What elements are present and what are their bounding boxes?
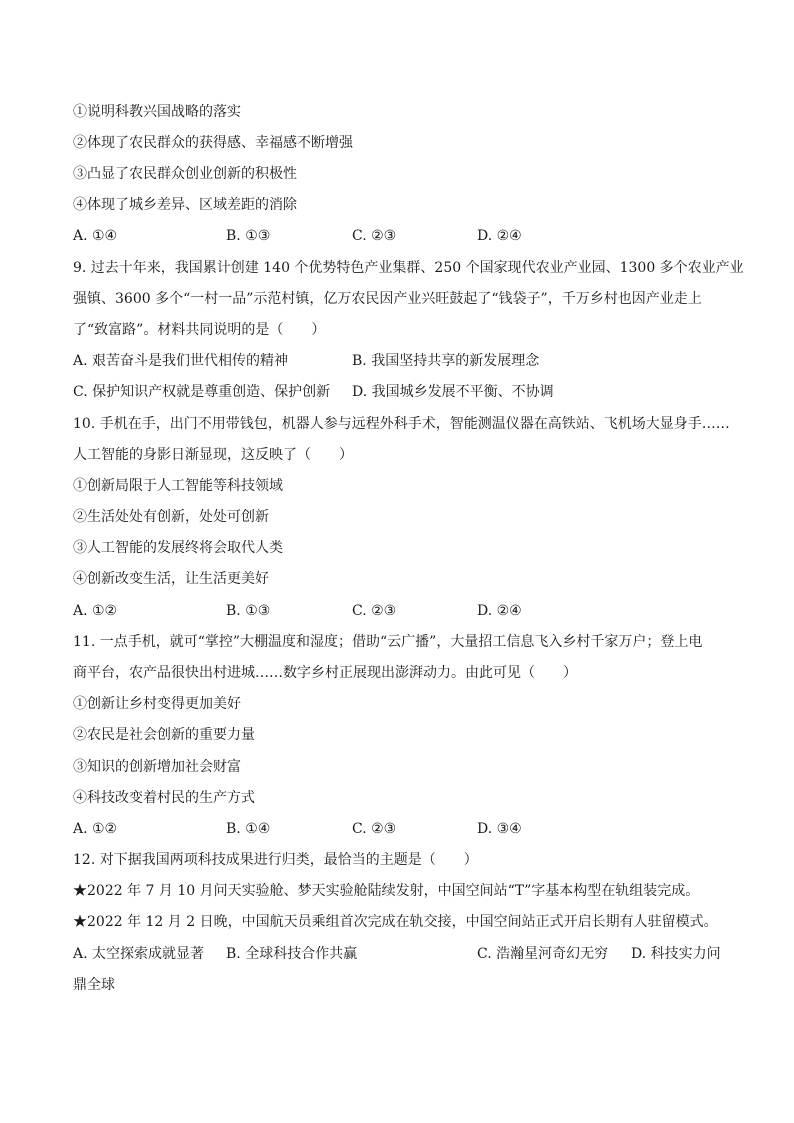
q8-item-4: ④体现了城乡差异、区域差距的消除 (73, 197, 297, 213)
q9-option-d: D. 我国城乡发展不平衡、不协调 (352, 384, 554, 400)
q11-option-d: D. ③④ (477, 821, 522, 837)
q8-option-b: B. ①③ (226, 228, 271, 244)
q10-stem-line-2: 人工智能的身影日渐显现，这反映了（ ） (73, 447, 353, 463)
q11-item-2: ②农民是社会创新的重要力量 (73, 727, 255, 743)
q11-item-4: ④科技改变着村民的生产方式 (73, 790, 255, 806)
q12-option-c: C. 浩瀚星河奇幻无穷 (477, 946, 609, 962)
q9-option-c: C. 保护知识产权就是尊重创造、保护创新 (73, 384, 331, 400)
q12-option-b: B. 全球科技合作共赢 (226, 946, 358, 962)
q8-item-2: ②体现了农民群众的获得感、幸福感不断增强 (73, 135, 353, 151)
q10-item-3: ③人工智能的发展终将会取代人类 (73, 540, 283, 556)
q12-option-a: A. 太空探索成就显著 (73, 946, 205, 962)
q10-item-4: ④创新改变生活，让生活更美好 (73, 571, 269, 587)
q8-option-c: C. ②③ (352, 228, 397, 244)
q11-option-a: A. ①② (73, 821, 118, 837)
q12-option-d: D. 科技实力问 (631, 946, 721, 962)
q8-item-1: ①说明科教兴国战略的落实 (73, 104, 241, 120)
q11-stem-line-1: 11. 一点手机，就可“掌控”大棚温度和湿度；借助“云广播”，大量招工信息飞入乡村千家万户；登上电 (73, 634, 703, 650)
q12-stem-line-1: 12. 对下据我国两项科技成果进行归类，最恰当的主题是（ ） (73, 852, 478, 868)
q10-option-d: D. ②④ (477, 603, 522, 619)
q10-item-2: ②生活处处有创新，处处可创新 (73, 509, 269, 525)
q10-option-c: C. ②③ (352, 603, 397, 619)
q12-material-2: ★2022 年 12 月 2 日晚，中国航天员乘组首次完成在轨交接，中国空间站正式开启长期有人驻留模式。 (73, 914, 718, 930)
q10-item-1: ①创新局限于人工智能等科技领域 (73, 478, 283, 494)
q10-stem-line-1: 10. 手机在手，出门不用带钱包，机器人参与远程外科手术，智能测温仪器在高铁站、飞机场大显身手…… (73, 416, 730, 432)
q11-option-c: C. ②③ (352, 821, 397, 837)
q9-stem-line-3: 了“致富路”。材料共同说明的是（ ） (73, 322, 326, 338)
q10-option-b: B. ①③ (226, 603, 271, 619)
q11-option-b: B. ①④ (226, 821, 271, 837)
q9-option-b: B. 我国坚持共享的新发展理念 (352, 353, 540, 369)
q11-item-3: ③知识的创新增加社会财富 (73, 759, 241, 775)
q9-option-a: A. 艰苦奋斗是我们世代相传的精神 (73, 353, 289, 369)
q12-option-d-wrap: 鼎全球 (73, 977, 115, 993)
q10-option-a: A. ①② (73, 603, 118, 619)
q11-stem-line-2: 商平台，农产品很快出村进城……数字乡村正展现出澎湃动力。由此可见（ ） (73, 665, 577, 681)
q8-item-3: ③凸显了农民群众创业创新的积极性 (73, 166, 297, 182)
q9-stem-line-2: 强镇、3600 多个“一村一品”示范村镇，亿万农民因产业兴旺鼓起了“钱袋子”，千万乡村也因产业走上 (73, 291, 702, 307)
q11-item-1: ①创新让乡村变得更加美好 (73, 696, 241, 712)
q12-material-1: ★2022 年 7 月 10 月问天实验舱、梦天实验舱陆续发射，中国空间站“T”字基本构型在轨组装完成。 (73, 883, 700, 899)
q8-option-a: A. ①④ (73, 228, 118, 244)
q8-option-d: D. ②④ (477, 228, 522, 244)
q9-stem-line-1: 9. 过去十年来，我国累计创建 140 个优势特色产业集群、250 个国家现代农业产业园、1300 多个农业产业 (73, 260, 744, 276)
